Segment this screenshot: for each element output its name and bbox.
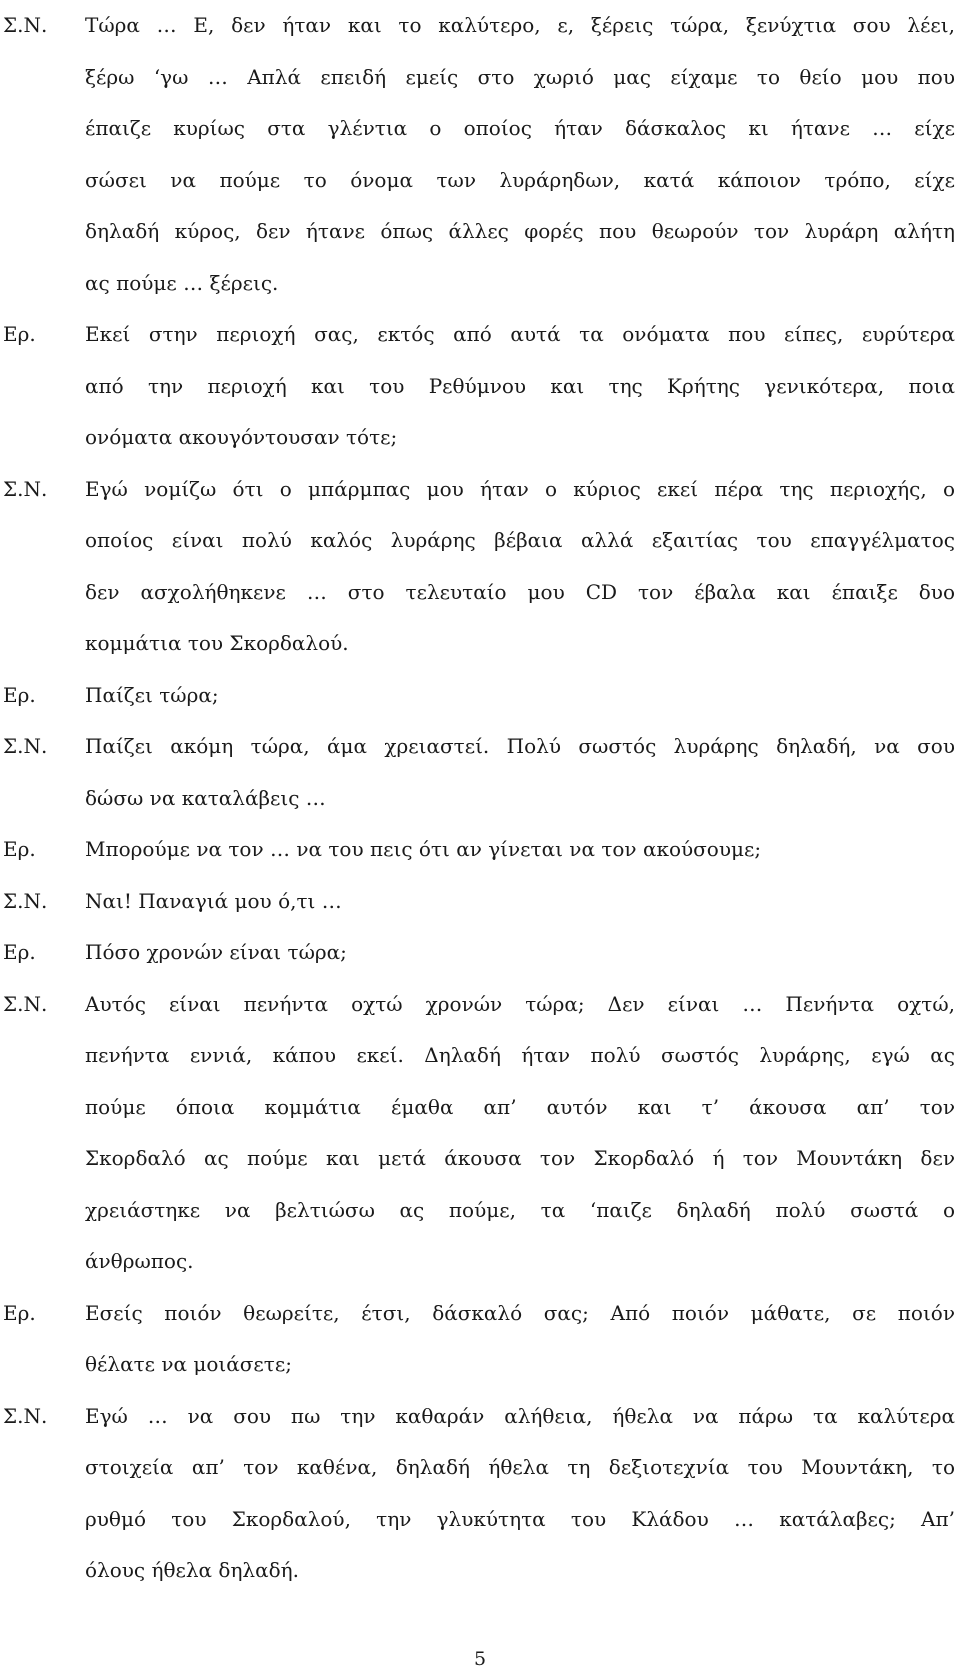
utterance-line: Εγώ … να σου πω την καθαράν αλήθεια, ήθελα να πάρω τα καλύτερα [85,1403,955,1428]
transcript-turn [3,824,955,876]
transcript-turn [3,670,955,722]
transcript-turn [3,0,955,309]
utterance-line: Εγώ νομίζω ότι ο μπάρμπας μου ήταν ο κύριος εκεί πέρα της περιοχής, ο [85,476,955,501]
speaker-label: Ερ. [3,1300,36,1325]
utterance-line: δώσω να καταλάβεις … [85,785,326,810]
utterance [85,979,955,1288]
utterance-line: έπαιζε κυρίως στα γλέντια ο οποίος ήταν δάσκαλος κι ήτανε … είχε [85,116,955,140]
speaker-label: Ερ. [3,940,36,964]
utterance-line: Ναι! Παναγιά μου ό,τι … [85,888,342,913]
speaker-label: Σ.Ν. [3,13,48,37]
transcript-turn [3,309,955,464]
utterance [85,721,955,824]
utterance-line: Μπορούμε να τον … να του πεις ότι αν γίνεται να τον ακούσουμε; [85,837,762,861]
utterance [85,0,955,309]
utterance-line: Παίζει τώρα; [85,682,219,707]
transcript-turn [3,876,955,928]
utterance-line: Παίζει ακόμη τώρα, άμα χρειαστεί. Πολύ σωστός λυράρης δηλαδή, να σου [85,734,955,758]
utterance [85,876,955,928]
utterance-line: πενήντα εννιά, κάπου εκεί. Δηλαδή ήταν πολύ σωστός λυράρης, εγώ ας [85,1043,955,1067]
utterance-line: ρυθμό του Σκορδαλού, την γλυκύτητα του Κλάδου … κατάλαβες; Απ’ [85,1506,955,1531]
utterance-line: όλους ήθελα δηλαδή. [85,1558,299,1582]
utterance [85,309,955,464]
utterance [85,1288,955,1391]
utterance-line: άνθρωπος. [85,1249,194,1273]
transcript-turn [3,721,955,824]
speaker-label: Ερ. [3,682,36,707]
transcript-turn [3,464,955,670]
page-number: 5 [473,1648,487,1670]
utterance-line: Τώρα … Ε, δεν ήταν και το καλύτερο, ε, ξέρεις τώρα, ξενύχτια σου λέει, [85,13,955,37]
transcript-turn [3,1391,955,1597]
utterance-line: οποίος είναι πολύ καλός λυράρης βέβαια αλλά εξαιτίας του επαγγέλματος [85,528,955,552]
speaker-label: Σ.Ν. [3,1403,48,1428]
utterance-line: σώσει να πούμε το όνομα των λυράρηδων, κατά κάποιον τρόπο, είχε [85,167,955,192]
speaker-label: Σ.Ν. [3,888,48,913]
utterance [85,927,955,979]
utterance-line: χρειάστηκε να βελτιώσω ας πούμε, τα ‘παιζε δηλαδή πολύ σωστά ο [85,1197,955,1222]
speaker-label: Σ.Ν. [3,734,48,758]
utterance-line: ονόματα ακουγόντουσαν τότε; [85,425,398,449]
utterance [85,670,955,722]
utterance-line: Πόσο χρονών είναι τώρα; [85,940,347,964]
utterance-line: στοιχεία απ’ τον καθένα, δηλαδή ήθελα τη δεξιοτεχνία του Μουντάκη, το [85,1455,955,1479]
speaker-label: Ερ. [3,322,36,346]
utterance-line: Σκορδαλό ας πούμε και μετά άκουσα τον Σκορδαλό ή τον Μουντάκη δεν [85,1146,955,1170]
utterance-line: Εκεί στην περιοχή σας, εκτός από αυτά τα ονόματα που είπες, ευρύτερα [85,322,955,346]
utterance-line: δηλαδή κύρος, δεν ήτανε όπως άλλες φορές που θεωρούν τον λυράρη αλήτη [85,219,955,243]
utterance [85,464,955,670]
utterance-line: Εσείς ποιόν θεωρείτε, έτσι, δάσκαλό σας; Από ποιόν μάθατε, σε ποιόν [85,1300,955,1325]
speaker-label: Ερ. [3,837,36,861]
utterance-line: από την περιοχή και του Ρεθύμνου και της Κρήτης γενικότερα, ποια [85,373,955,398]
transcript-turn [3,979,955,1288]
interview-transcript [3,0,955,1597]
utterance-line: κομμάτια του Σκορδαλού. [85,631,349,655]
utterance-line: Αυτός είναι πενήντα οχτώ χρονών τώρα; Δεν είναι … Πενήντα οχτώ, [85,991,955,1016]
utterance [85,1391,955,1597]
utterance-line: ξέρω ‘γω … Απλά επειδή εμείς στο χωριό μας είχαμε το θείο μου που [85,64,955,89]
utterance-line: ας πούμε … ξέρεις. [85,270,279,295]
speaker-label: Σ.Ν. [3,991,48,1016]
utterance [85,824,955,876]
utterance-line: πούμε όποια κομμάτια έμαθα απ’ αυτόν και τ’ άκουσα απ’ τον [85,1094,955,1119]
transcript-turn [3,1288,955,1391]
transcript-turn [3,927,955,979]
speaker-label: Σ.Ν. [3,476,48,501]
utterance-line: δεν ασχολήθηκενε … στο τελευταίο μου CD τον έβαλα και έπαιξε δυο [85,579,955,604]
utterance-line: θέλατε να μοιάσετε; [85,1352,292,1376]
